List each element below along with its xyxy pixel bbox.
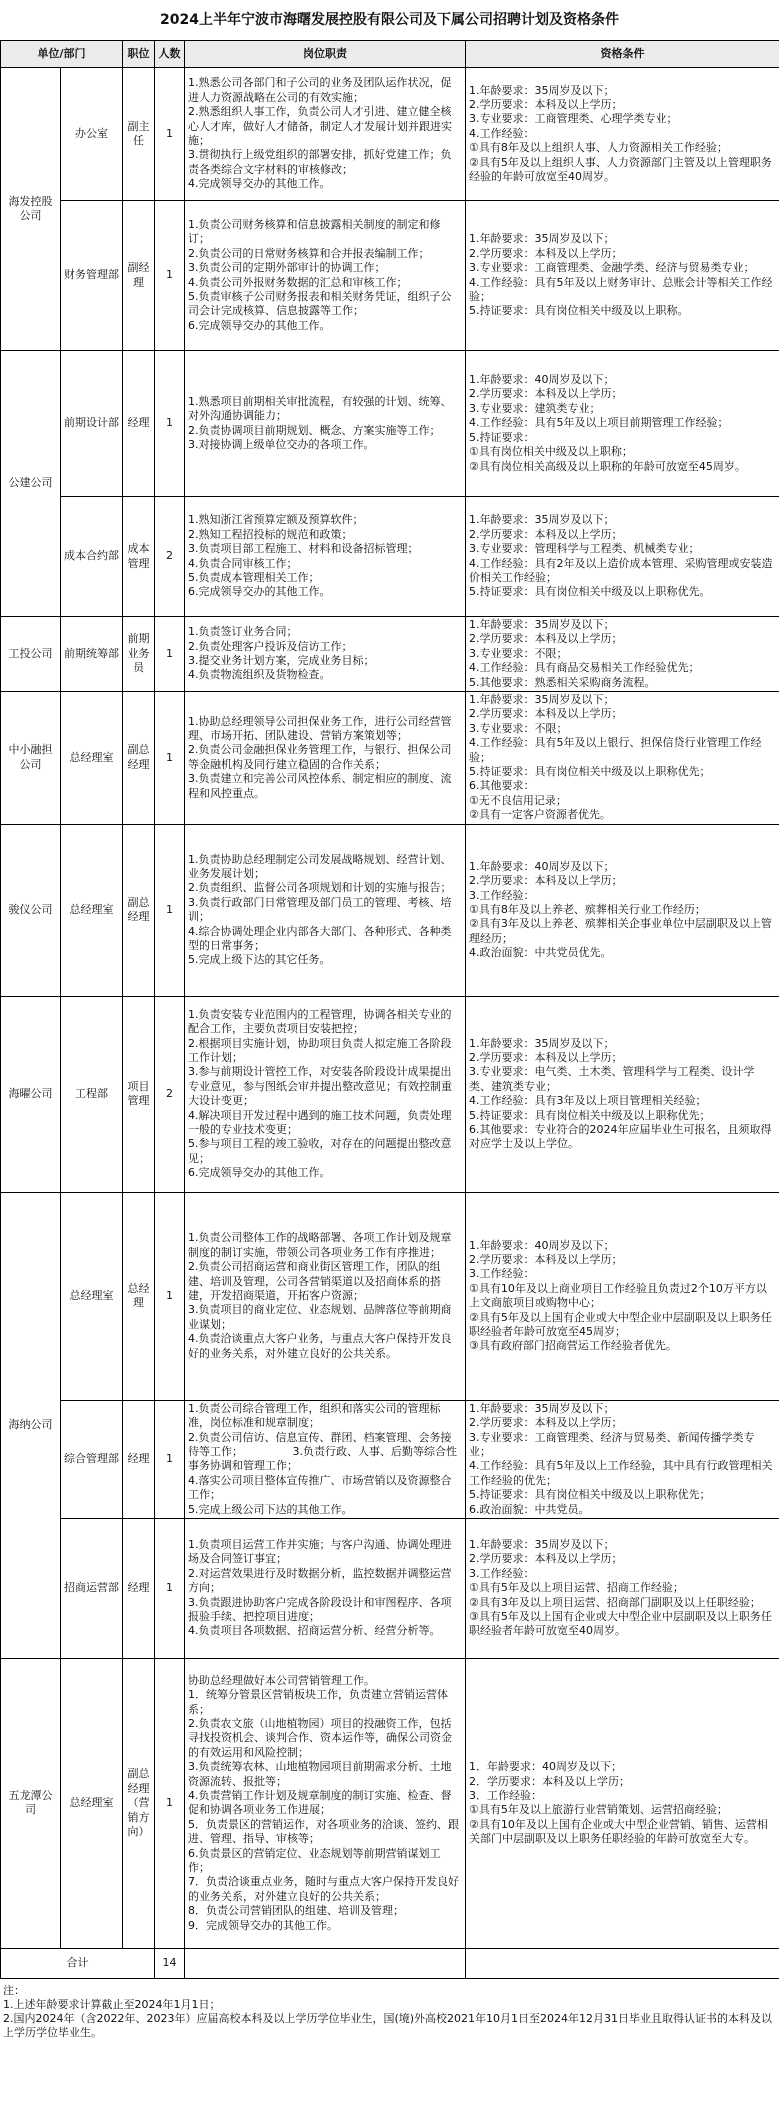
- dept-cell: 总经理室: [61, 1658, 123, 1948]
- qual-line: 1．年龄要求：40周岁及以下；: [469, 1760, 622, 1774]
- duties-cell: [185, 1192, 466, 1400]
- count-cell: 1: [155, 68, 185, 201]
- position-cell: 成本管理: [123, 497, 155, 617]
- qual-line: ②具有10年及以上国有企业或大中型企业营销、销售、运营相关部门中层副职及以上职务任职经验的年龄可放宽至大专。: [469, 1817, 768, 1846]
- group-cell: 五龙潭公司: [1, 1658, 61, 1948]
- qual-line: 6.其他要求：专业符合的2024年应届毕业生可报名，且须取得对应学士及以上学位。: [469, 1123, 772, 1151]
- qual-line: ①无不良信用记录；: [469, 793, 567, 807]
- position-cell: 经理: [123, 351, 155, 497]
- duty-line: 2.负责公司信访、信息宣传、群团、档案管理、会务接待等工作； 3.负责行政、人事、后勤等综合性事务协调和管理工作；: [188, 1430, 457, 1473]
- group-cell: 工投公司: [1, 617, 61, 692]
- table-row: [1, 497, 779, 617]
- header-qualifications: 资格条件: [466, 41, 779, 68]
- qual-line: ①具有8年及以上组织人事、人力资源相关工作经验；: [469, 141, 728, 155]
- duty-line: 8．负责公司营销团队的组建、培训及管理；: [188, 1904, 404, 1918]
- duties-cell: [185, 351, 466, 497]
- qual-line: 1.年龄要求：35周岁及以下；: [469, 513, 615, 527]
- count-cell: 1: [155, 1192, 185, 1400]
- qual-line: ①具有5年及以上项目运营、招商工作经验；: [469, 1581, 684, 1595]
- duty-line: 4.负责物流组织及货物检查。: [188, 668, 331, 682]
- header-count: 人数: [155, 41, 185, 68]
- count-cell: 2: [155, 497, 185, 617]
- total-empty-duties: [185, 1948, 466, 1978]
- duty-line: 5．负责景区的营销运作，对各项业务的洽谈、签约、跟进、管理、指导、审核等；: [188, 1817, 459, 1846]
- group-cell: 海纳公司: [1, 1192, 61, 1658]
- qual-line: 3.工作经验：: [469, 888, 535, 902]
- table-row: [1, 824, 779, 996]
- duty-line: 5.完成上级下达的其它任务。: [188, 953, 331, 967]
- position-cell: 总经理: [123, 1192, 155, 1400]
- qual-line: ②具有5年及以上组织人事、人力资源部门主管及以上管理职务经验的年龄可放宽至40周岁。: [469, 155, 772, 184]
- duty-line: 3.参与前期设计管控工作，对安装各阶段设计成果提出专业意见，参与图纸会审并提出整改意见；有效控制重大设计变更；: [188, 1065, 452, 1108]
- qual-line: 2.学历要求：本科及以上学历；: [469, 1416, 623, 1430]
- qualifications-cell: [466, 692, 779, 825]
- dept-cell: 综合管理部: [61, 1400, 123, 1518]
- qual-line: 3.工作经验：: [469, 1566, 535, 1580]
- total-row: [1, 1948, 779, 1978]
- qualifications-cell: [466, 996, 779, 1192]
- qual-line: 1.年龄要求：40周岁及以下；: [469, 859, 615, 873]
- dept-cell: 前期统筹部: [61, 617, 123, 692]
- qual-line: 4.工作经验：具有2年及以上造价成本管理、采购管理或安装造价相关工作经验；: [469, 556, 773, 584]
- duties-cell: [185, 1400, 466, 1518]
- duty-line: 5.负责审核子公司财务报表和相关财务凭证，组织子公司会计完成核算、信息披露等工作；: [188, 289, 452, 318]
- qual-line: 4.工作经验：具有5年及以上项目前期管理工作经验；: [469, 416, 729, 430]
- qual-line: 1.年龄要求：40周岁及以下；: [469, 373, 615, 387]
- duty-line: 7．负责洽谈重点业务，随时与重点大客户保持开发良好的业务关系，对外建立良好的公共关系；: [188, 1875, 459, 1903]
- duty-line: 3.负责公司的定期外部审计的协调工作；: [188, 261, 386, 275]
- duty-line: 3.负责建立和完善公司风控体系、制定相应的制度、流程和风控重点。: [188, 772, 452, 800]
- qual-line: 5.持证要求：: [469, 430, 535, 444]
- dept-cell: 总经理室: [61, 1192, 123, 1400]
- count-cell: 1: [155, 201, 185, 351]
- table-row: [1, 1518, 779, 1658]
- duty-line: 4.负责合同审核工作；: [188, 556, 298, 570]
- duty-line: 6.负责景区的营销定位、业态规划等前期营销谋划工作；: [188, 1846, 441, 1875]
- footnote-line: 1.上述年龄要求计算截止至2024年1月1日；: [3, 1997, 221, 2011]
- count-cell: 1: [155, 1658, 185, 1948]
- duty-line: 1.熟悉公司各部门和子公司的业务及团队运作状况，促进人力资源战略在公司的有效实施；: [188, 76, 452, 104]
- duties-cell: [185, 1658, 466, 1948]
- qual-line: 3.专业要求：建筑类专业；: [469, 401, 601, 415]
- dept-cell: 成本合约部: [61, 497, 123, 617]
- duty-line: 1.负责公司整体工作的战略部署、各项工作计划及规章制度的制订实施，带领公司各项业务工作有序推进；: [188, 1231, 452, 1259]
- duty-line: 4.负责项目各项数据、招商运营分析、经营分析等。: [188, 1624, 441, 1638]
- qual-line: 5.持证要求：具有岗位相关中级及以上职称优先；: [469, 1488, 711, 1502]
- group-cell: 公建公司: [1, 351, 61, 617]
- duty-line: 6.完成领导交办的其他工作。: [188, 318, 331, 332]
- page-title: 2024上半年宁波市海曙发展控股有限公司及下属公司招聘计划及资格条件: [160, 12, 619, 28]
- qual-line: 2.学历要求：本科及以上学历；: [469, 387, 623, 401]
- qualifications-cell: [466, 1518, 779, 1658]
- count-cell: 1: [155, 824, 185, 996]
- count-cell: 1: [155, 692, 185, 825]
- qualifications-cell: [466, 68, 779, 201]
- qual-line: ①具有岗位相关中级及以上职称；: [469, 445, 633, 459]
- qual-line: ③具有5年及以上国有企业或大中型企业中层副职及以上职务任职经验者年龄可放宽至40周岁。: [469, 1610, 772, 1638]
- qual-line: ③具有政府部门招商营运工作经验者优先。: [469, 1339, 677, 1353]
- count-cell: 1: [155, 1400, 185, 1518]
- qual-line: 4.工作经验：具有5年及以上工作经验，其中具有行政管理相关工作经验的优先；: [469, 1459, 773, 1487]
- qualifications-cell: [466, 351, 779, 497]
- position-cell: 经理: [123, 1400, 155, 1518]
- qualifications-cell: [466, 1658, 779, 1948]
- duty-line: 3.负责统筹农林、山地植物园项目前期需求分析、土地资源流转、报批等；: [188, 1760, 452, 1788]
- duty-line: 3.负责项目的商业定位、业态规划、品牌落位等前期商业谋划；: [188, 1303, 452, 1331]
- duty-line: 3.提交业务计划方案，完成业务目标；: [188, 654, 375, 668]
- duty-line: 1.负责项目运营工作并实施；与客户沟通、协调处理进场及合同签订事宜；: [188, 1538, 452, 1566]
- qual-line: 1.年龄要求：35周岁及以下；: [469, 232, 615, 246]
- table-row: [1, 692, 779, 825]
- table-row: [1, 68, 779, 201]
- duty-line: 4.完成领导交办的其他工作。: [188, 177, 331, 191]
- duty-line: 2.负责农文旅（山地植物园）项目的投融资工作，包括寻找投资机会、谈判合作、资本运作等，确保公司资金的有效运用和风险控制；: [188, 1717, 452, 1759]
- table-row: [1, 201, 779, 351]
- count-cell: 1: [155, 617, 185, 692]
- duty-line: 3.贯彻执行上级党组织的部署安排，抓好党建工作；负责各类综合文字材料的审核修改；: [188, 148, 452, 176]
- qual-line: ①具有5年及以上旅游行业营销策划、运营招商经验；: [469, 1803, 728, 1817]
- qual-line: 1.年龄要求：35周岁及以下；: [469, 1538, 615, 1552]
- qual-line: 5.持证要求：具有岗位相关中级及以上职称。: [469, 304, 689, 318]
- duties-cell: [185, 996, 466, 1192]
- recruitment-table: [0, 40, 779, 1979]
- table-row: [1, 996, 779, 1192]
- total-label: 合计: [1, 1948, 155, 1978]
- qual-line: 2.学历要求：本科及以上学历；: [469, 97, 623, 111]
- group-cell: 海发控股公司: [1, 68, 61, 351]
- qualifications-cell: [466, 824, 779, 996]
- duty-line: 2.根据项目实施计划，协助项目负责人拟定施工各阶段工作计划；: [188, 1036, 452, 1064]
- qual-line: 1.年龄要求：35周岁及以下；: [469, 693, 615, 707]
- qual-line: 1.年龄要求：35周岁及以下；: [469, 618, 615, 631]
- table-row: [1, 1658, 779, 1948]
- table-row: [1, 617, 779, 692]
- qual-line: 3.专业要求：工商管理类、金融学类、经济与贸易类专业；: [469, 261, 755, 275]
- duty-line: 1.负责公司综合管理工作，组织和落实公司的管理标准，岗位标准和规章制度；: [188, 1401, 441, 1430]
- qual-line: 2.学历要求：本科及以上学历；: [469, 1252, 623, 1266]
- qual-line: ②具有3年及以上项目运营、招商部门副职及以上任职经验；: [469, 1595, 761, 1609]
- duty-line: 1.负责协助总经理制定公司发展战略规划、经营计划、业务发展计划；: [188, 852, 452, 880]
- duty-line: 5.参与项目工程的竣工验收，对存在的问题提出整改意见；: [188, 1137, 452, 1165]
- duty-line: 1.负责签订业务合同；: [188, 625, 298, 639]
- duty-line: 2.熟悉组织人事工作，负责公司人才引进、建立健全核心人才库，做好人才储备，制定人才发展计划并跟进实施；: [188, 105, 452, 147]
- qual-line: ②具有岗位相关高级及以上职称的年龄可放宽至45周岁。: [469, 459, 746, 473]
- group-cell: 骏仪公司: [1, 824, 61, 996]
- duty-line: 3.负责项目部工程施工、材料和设备招标管理；: [188, 542, 419, 556]
- position-cell: 副总经理: [123, 692, 155, 825]
- qual-line: 6.政治面貌：中共党员。: [469, 1502, 590, 1516]
- position-cell: 前期业务员: [123, 617, 155, 692]
- count-cell: 1: [155, 351, 185, 497]
- duty-line: 4.落实公司项目整体宣传推广、市场营销以及资源整合工作；: [188, 1473, 452, 1502]
- duty-line: 2.对运营效果进行及时数据分析，监控数据并调整运营方向；: [188, 1566, 452, 1595]
- dept-cell: 总经理室: [61, 824, 123, 996]
- qual-line: 1.年龄要求：35周岁及以下；: [469, 1401, 615, 1415]
- qual-line: 2.学历要求：本科及以上学历；: [469, 1050, 623, 1064]
- qual-line: 3．工作经验：: [469, 1789, 542, 1803]
- duty-line: 6.完成领导交办的其他工作。: [188, 1166, 331, 1180]
- duties-cell: [185, 692, 466, 825]
- group-cell: 中小融担公司: [1, 692, 61, 825]
- position-cell: 项目管理: [123, 996, 155, 1192]
- qual-line: 4.工作经验：具有3年及以上项目管理相关经验；: [469, 1094, 707, 1108]
- duty-line: 5.完成上级公司下达的其他工作。: [188, 1502, 353, 1516]
- count-cell: 2: [155, 996, 185, 1192]
- qual-line: ②具有5年及以上国有企业或大中型企业中层副职及以上职务任职经验者年龄可放宽至45周岁；: [469, 1310, 772, 1338]
- duty-line: 2.负责公司的日常财务核算和合并报表编制工作；: [188, 246, 430, 260]
- qual-line: 2.学历要求：本科及以上学历；: [469, 874, 623, 888]
- table-header-row: [1, 41, 779, 68]
- position-cell: 经理: [123, 1518, 155, 1658]
- total-empty-quals: [466, 1948, 779, 1978]
- qual-line: 2.学历要求：本科及以上学历；: [469, 707, 623, 721]
- count-cell: 1: [155, 1518, 185, 1658]
- qualifications-cell: [466, 497, 779, 617]
- qual-line: 4.工作经验：: [469, 126, 535, 140]
- qual-line: 4.政治面貌：中共党员优先。: [469, 946, 612, 960]
- duties-cell: [185, 497, 466, 617]
- duty-line: 协助总经理做好本公司营销管理工作。: [188, 1673, 375, 1687]
- qual-line: 1.年龄要求：40周岁及以下；: [469, 1238, 615, 1252]
- qual-line: 3.专业要求：工商管理类、经济与贸易类、新闻传播学类专业；: [469, 1430, 755, 1458]
- qual-line: 6.其他要求：: [469, 779, 535, 793]
- duty-line: 1.负责公司财务核算和信息披露相关制度的制定和修订；: [188, 217, 441, 246]
- dept-cell: 招商运营部: [61, 1518, 123, 1658]
- duty-line: 1．统筹分管景区营销板块工作，负责建立营销运营体系；: [188, 1688, 448, 1716]
- footnote-line: 注：: [3, 1983, 25, 1997]
- duties-cell: [185, 824, 466, 996]
- table-row: [1, 1400, 779, 1518]
- qualifications-cell: [466, 1400, 779, 1518]
- position-cell: 副总经理: [123, 824, 155, 996]
- duty-line: 3.对接协调上级单位交办的各项工作。: [188, 437, 375, 451]
- duty-line: 1.熟知浙江省预算定额及预算软件；: [188, 513, 364, 527]
- dept-cell: 前期设计部: [61, 351, 123, 497]
- qual-line: 5.持证要求：具有岗位相关中级及以上职称优先；: [469, 1108, 711, 1122]
- qual-line: 2.学历要求：本科及以上学历；: [469, 246, 623, 260]
- header-position: 职位: [123, 41, 155, 68]
- qual-line: 2.学历要求：本科及以上学历；: [469, 1552, 623, 1566]
- position-cell: 副总经理（营销方向）: [123, 1658, 155, 1948]
- duties-cell: [185, 1518, 466, 1658]
- qual-line: 4.工作经验：具有5年及以上财务审计、总账会计等相关工作经验；: [469, 275, 773, 303]
- dept-cell: 办公室: [61, 68, 123, 201]
- qual-line: 3.专业要求：管理科学与工程类、机械类专业；: [469, 542, 700, 556]
- duties-cell: [185, 617, 466, 692]
- qual-line: 2.学历要求：本科及以上学历；: [469, 527, 623, 541]
- qual-line: ②具有3年及以上养老、殡葬相关企事业单位中层副职及以上管理经历；: [469, 917, 772, 945]
- duty-line: 2.负责公司招商运营和商业街区管理工作，团队的组建、培训及管理，公司各营销渠道以及招商体系的搭建，开发招商渠道，开拓客户资源；: [188, 1260, 441, 1302]
- header-unit: 单位/部门: [1, 41, 123, 68]
- qualifications-cell: [466, 1192, 779, 1400]
- duty-line: 4.负责营销工作计划及规章制度的制订实施、检查、督促和协调各项业务工作进展；: [188, 1789, 452, 1817]
- qual-line: 1.年龄要求：35周岁及以下；: [469, 1036, 615, 1050]
- footnotes: [0, 1979, 779, 2040]
- duties-cell: [185, 201, 466, 351]
- qual-line: ②具有一定客户资源者优先。: [469, 808, 611, 822]
- duty-line: 4.负责洽谈重点大客户业务，与重点大客户保持开发良好的业务关系，对外建立良好的公共关系。: [188, 1332, 452, 1360]
- duty-line: 9．完成领导交办的其他工作。: [188, 1918, 338, 1932]
- duty-line: 3.负责行政部门日常管理及部门员工的管理、考核、培训；: [188, 895, 452, 924]
- table-row: [1, 351, 779, 497]
- duty-line: 2.负责公司金融担保业务管理工作，与银行、担保公司等金融机构及同行建立稳固的合作关系；: [188, 743, 452, 771]
- qual-line: 3.工作经验：: [469, 1267, 535, 1281]
- duty-line: 6.完成领导交办的其他工作。: [188, 585, 331, 599]
- dept-cell: 财务管理部: [61, 201, 123, 351]
- footnote-line: 2.国内2024年（含2022年、2023年）应届高校本科及以上学历学位毕业生，国(境)外高校2021年10月1日至2024年12月31日毕业且取得认证书的本科及以上学历学位毕业生。: [3, 2011, 773, 2039]
- position-cell: 副主任: [123, 68, 155, 201]
- qualifications-cell: [466, 201, 779, 351]
- duty-line: 2.负责组织、监督公司各项规划和计划的实施与报告；: [188, 881, 452, 895]
- dept-cell: 总经理室: [61, 692, 123, 825]
- duty-line: 4.解决项目开发过程中遇到的施工技术问题，负责处理一般的专业技术变更；: [188, 1108, 452, 1136]
- duty-line: 1.熟悉项目前期相关审批流程，有较强的计划、统筹、对外沟通协调能力；: [188, 394, 452, 423]
- position-cell: 副经理: [123, 201, 155, 351]
- duty-line: 2.负责协调项目前期规划、概念、方案实施等工作；: [188, 423, 441, 437]
- qual-line: 3.专业要求：不限；: [469, 646, 568, 660]
- group-cell: 海曜公司: [1, 996, 61, 1192]
- qual-line: 3.专业要求：工商管理类、心理学类专业；: [469, 112, 678, 126]
- duty-line: 1.协助总经理领导公司担保业务工作，进行公司经营管理、市场开拓、团队建设、营销方案策划等；: [188, 714, 452, 743]
- qual-line: ①具有8年及以上养老、殡葬相关行业工作经历；: [469, 902, 706, 916]
- qual-line: 5.持证要求：具有岗位相关中级及以上职称优先；: [469, 765, 711, 779]
- qual-line: 4.工作经验：具有5年及以上银行、担保信贷行业管理工作经验；: [469, 736, 762, 764]
- duties-cell: [185, 68, 466, 201]
- qual-line: 5.其他要求：熟悉相关采购商务流程。: [469, 675, 656, 689]
- total-count: 14: [155, 1948, 185, 1978]
- qual-line: 3.专业要求：电气类、土木类、管理科学与工程类、设计学类、建筑类专业；: [469, 1065, 755, 1093]
- header-duties: 岗位职责: [185, 41, 466, 68]
- duty-line: 5.负责成本管理相关工作；: [188, 570, 320, 584]
- qualifications-cell: [466, 617, 779, 692]
- duty-line: 4.综合协调处理企业内部各大部门、各种形式、各种类型的日常事务；: [188, 924, 452, 952]
- qual-line: 2．学历要求：本科及以上学历；: [469, 1774, 630, 1788]
- duty-line: 1.负责安装专业范围内的工程管理，协调各相关专业的配合工作，主要负责项目安装把控；: [188, 1007, 452, 1036]
- duty-line: 2.负责处理客户投诉及信访工作；: [188, 639, 353, 653]
- duty-line: 3.负责跟进协助客户完成各阶段设计和审图程序、各项报验手续、把控项目进度；: [188, 1595, 452, 1624]
- qual-line: 2.学历要求：本科及以上学历；: [469, 632, 623, 646]
- duty-line: 4.负责公司外报财务数据的汇总和审核工作；: [188, 275, 408, 289]
- duty-line: 2.熟知工程招投标的规范和政策；: [188, 527, 353, 541]
- dept-cell: 工程部: [61, 996, 123, 1192]
- qual-line: ①具有10年及以上商业项目工作经验且负责过2个10万平方以上文商旅项目或购物中心；: [469, 1281, 767, 1310]
- qual-line: 1.年龄要求：35周岁及以下；: [469, 83, 615, 97]
- qual-line: 3.专业要求：不限；: [469, 721, 568, 735]
- qual-line: 4.工作经验：具有商品交易相关工作经验优先；: [469, 661, 700, 675]
- qual-line: 5.持证要求：具有岗位相关中级及以上职称优先。: [469, 585, 711, 599]
- table-row: [1, 1192, 779, 1400]
